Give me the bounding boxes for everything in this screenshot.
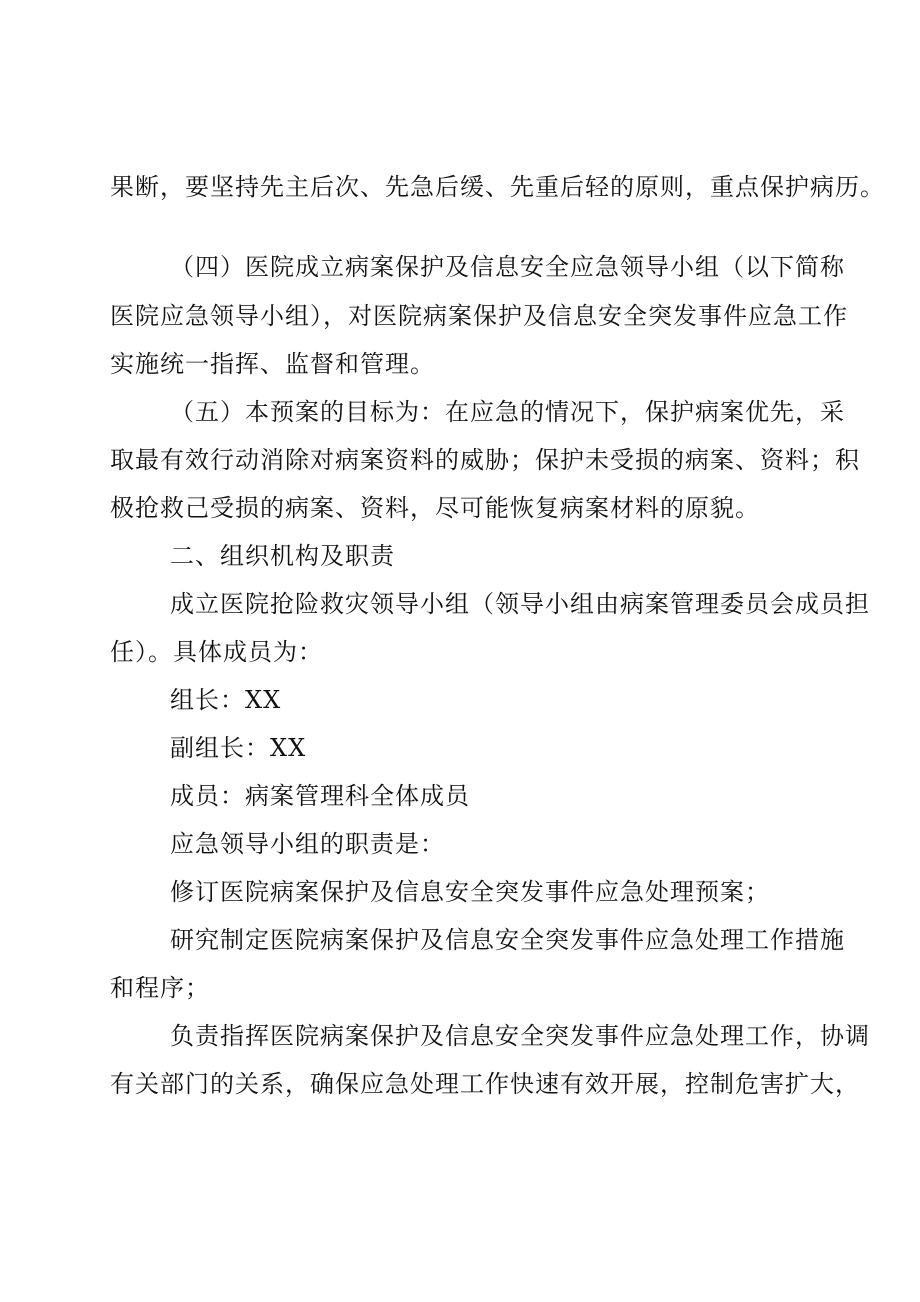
- paragraph-line: 取最有效行动消除对病案资料的威胁；保护未受损的病案、资料；积: [110, 446, 860, 474]
- paragraph-line: 医院应急领导小组），对医院病案保护及信息安全突发事件应急工作: [110, 302, 848, 330]
- paragraph-line: 果断，要坚持先主后次、先急后缓、先重后轻的原则，重点保护病历。: [110, 173, 885, 201]
- paragraph-line: 实施统一指挥、监督和管理。: [110, 350, 435, 378]
- paragraph-line: （四）医院成立病案保护及信息安全应急领导小组（以下简称: [170, 253, 845, 281]
- paragraph-line: 研究制定医院病案保护及信息安全突发事件应急处理工作措施: [170, 926, 845, 954]
- paragraph-line: 有关部门的关系，确保应急处理工作快速有效开展，控制危害扩大，: [110, 1070, 860, 1098]
- paragraph-line: 修订医院病案保护及信息安全突发事件应急处理预案；: [170, 878, 770, 906]
- member-line: 副组长：XX: [170, 734, 307, 762]
- paragraph-line: 极抢救己受损的病案、资料，尽可能恢复病案材料的原貌。: [110, 494, 760, 522]
- paragraph-line: 负责指挥医院病案保护及信息安全突发事件应急处理工作，协调: [170, 1022, 870, 1050]
- paragraph-line: （五）本预案的目标为：在应急的情况下，保护病案优先，采: [170, 398, 845, 426]
- member-line: 成员：病案管理科全体成员: [170, 782, 470, 810]
- member-line: 组长：XX: [170, 686, 282, 714]
- paragraph-line: 任）。具体成员为：: [110, 638, 323, 666]
- paragraph-line: 和程序；: [110, 974, 210, 1002]
- paragraph-line: 成立医院抢险救灾领导小组（领导小组由病案管理委员会成员担: [170, 590, 870, 618]
- paragraph-line: 应急领导小组的职责是：: [170, 830, 445, 858]
- section-heading: 二、组织机构及职责: [170, 542, 395, 570]
